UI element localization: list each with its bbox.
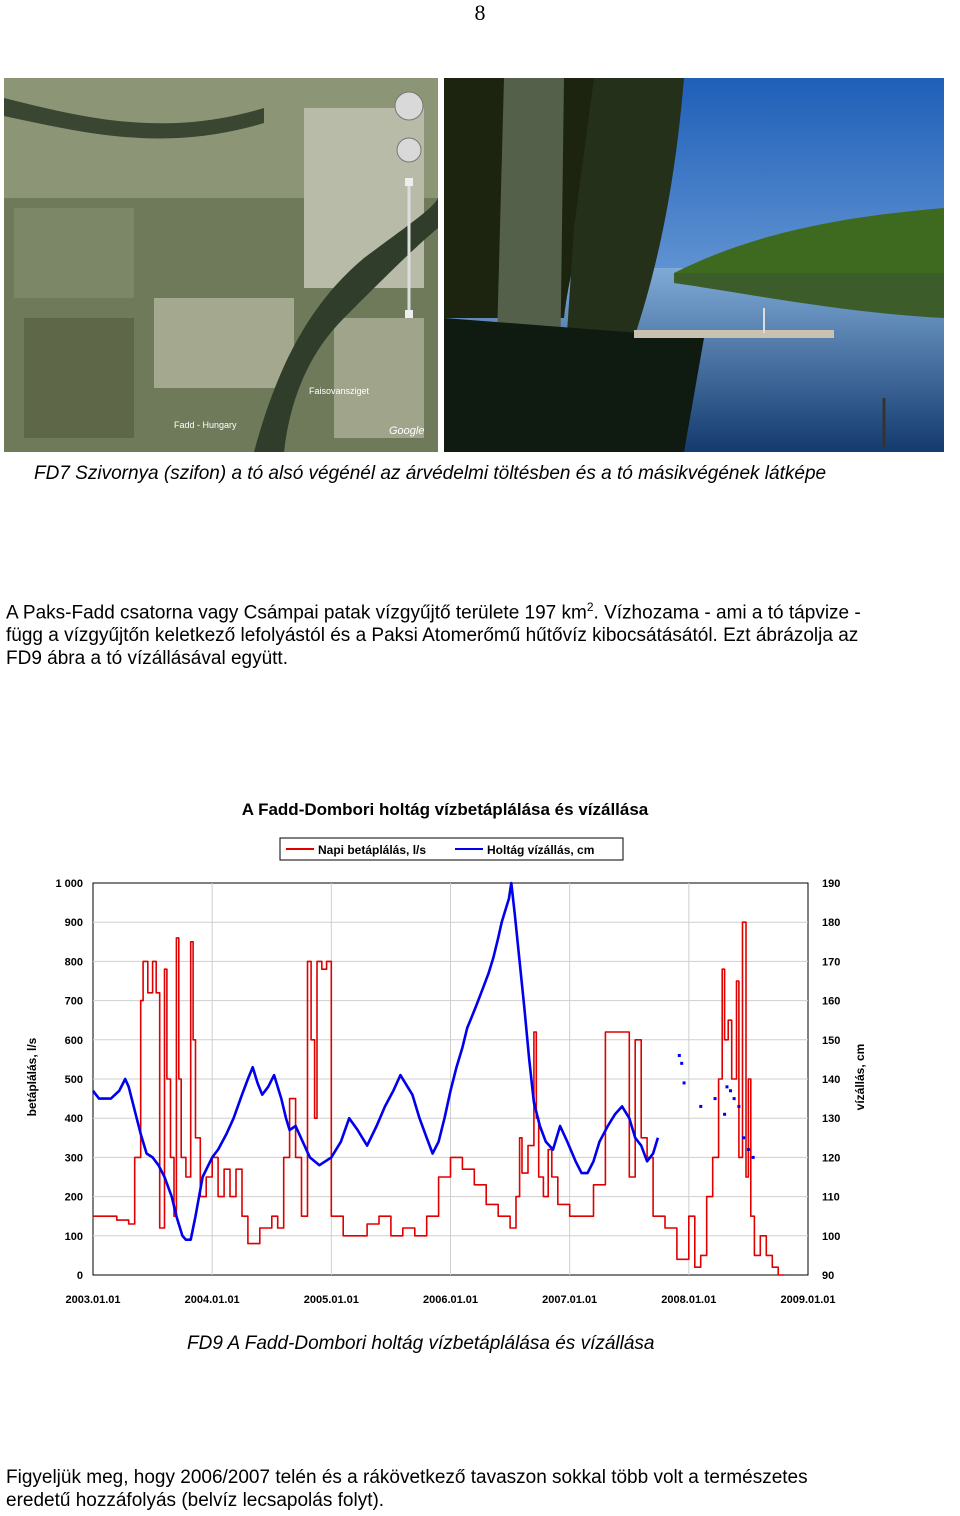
x-tick-label: 2003.01.01 [65,1294,121,1306]
level-point [725,1085,728,1088]
level-point [699,1105,702,1108]
aerial-map-photo [4,78,438,452]
lake-photo [444,78,944,452]
y-tick-right: 100 [822,1230,841,1243]
intro-paragraph [6,596,956,670]
intro-line-1b: . Vízhozama - ami a tó tápvize - [593,602,861,624]
y-tick-right: 110 [822,1191,840,1204]
inflow-level-chart [0,795,960,1315]
y-axis-label-right: vízállás, cm [853,1043,867,1111]
x-tick-label: 2006.01.01 [422,1294,479,1306]
y-tick-left: 100 [64,1230,83,1243]
x-tick-label: 2004.01.01 [184,1294,240,1306]
intro-line-1 [6,596,956,624]
closing-line-2: eredetű hozzáfolyás (belvíz lecsapolás folyt). [6,1490,385,1511]
superscript-2: 2 [586,600,594,614]
y-tick-left: 1 000 [55,878,83,890]
y-tick-left: 400 [64,1113,83,1126]
level-point [752,1156,755,1159]
level-point [729,1089,732,1092]
x-tick-label: 2008.01.01 [661,1294,717,1306]
intro-line-2: függ a vízgyűjtőn keletkező lefolyástól és a Paksi Atomerőmű hűtővíz kibocsátásától. Ezt ábrázolja az [6,625,859,647]
y-axis-label-left: betáplálás, l/s [25,1037,39,1117]
y-tick-left: 500 [64,1074,83,1086]
level-point [678,1054,681,1057]
x-tick-label: 2009.01.01 [780,1294,836,1306]
y-tick-right: 190 [822,878,841,890]
legend-label-inflow: Napi betáplálás, l/s [318,843,427,857]
x-tick-label: 2007.01.01 [542,1294,598,1306]
level-point [742,1136,745,1139]
map-label-faisovansziget: Faisovansziget [309,386,370,396]
level-point [714,1097,717,1100]
y-tick-left: 800 [64,956,83,969]
level-point [680,1062,683,1065]
intro-line-3: FD9 ábra a tó vízállásával együtt. [6,648,288,670]
level-point [733,1097,736,1100]
level-point [723,1113,726,1116]
chart-grid [93,883,808,1275]
map-label-google: Google [389,425,425,437]
y-tick-left: 200 [64,1191,83,1204]
photo-caption: FD7 Szivornya (szifon) a tó alsó végénél az árvédelmi töltésben és a tó másikvégének látképe [34,463,827,484]
y-tick-left: 300 [64,1152,83,1165]
page-number: 8 [474,0,486,25]
closing-paragraph [6,1466,956,1512]
y-tick-right: 170 [822,956,841,969]
y-tick-left: 600 [64,1034,83,1047]
y-tick-right: 150 [822,1034,841,1047]
level-point [737,1105,740,1108]
x-tick-label: 2005.01.01 [303,1294,359,1306]
intro-line-1a: A Paks-Fadd csatorna vagy Csámpai patak vízgyűjtő területe 197 km [6,602,587,624]
level-point [683,1081,686,1084]
y-tick-right: 130 [822,1113,841,1126]
figure-caption: FD9 A Fadd-Dombori holtág vízbetáplálása és vízállása [187,1333,655,1354]
map-label-fadd-hungary: Fadd - Hungary [174,420,237,430]
legend-label-level: Holtág vízállás, cm [487,843,595,857]
chart-title: A Fadd-Dombori holtág vízbetáplálása és vízállása [241,800,649,819]
closing-line-1: Figyeljük meg, hogy 2006/2007 telén és a rákövetkező tavaszon sokkal több volt a természetes [6,1467,808,1488]
y-tick-left: 0 [76,1270,83,1282]
chart-legend [280,838,623,860]
y-tick-right: 140 [822,1074,841,1086]
level-point [747,1148,750,1151]
y-tick-left: 700 [64,995,83,1008]
y-tick-right: 90 [822,1270,835,1282]
y-tick-left: 900 [64,917,83,930]
y-tick-right: 180 [822,917,841,930]
y-tick-right: 120 [822,1152,841,1165]
y-tick-right: 160 [822,995,841,1008]
